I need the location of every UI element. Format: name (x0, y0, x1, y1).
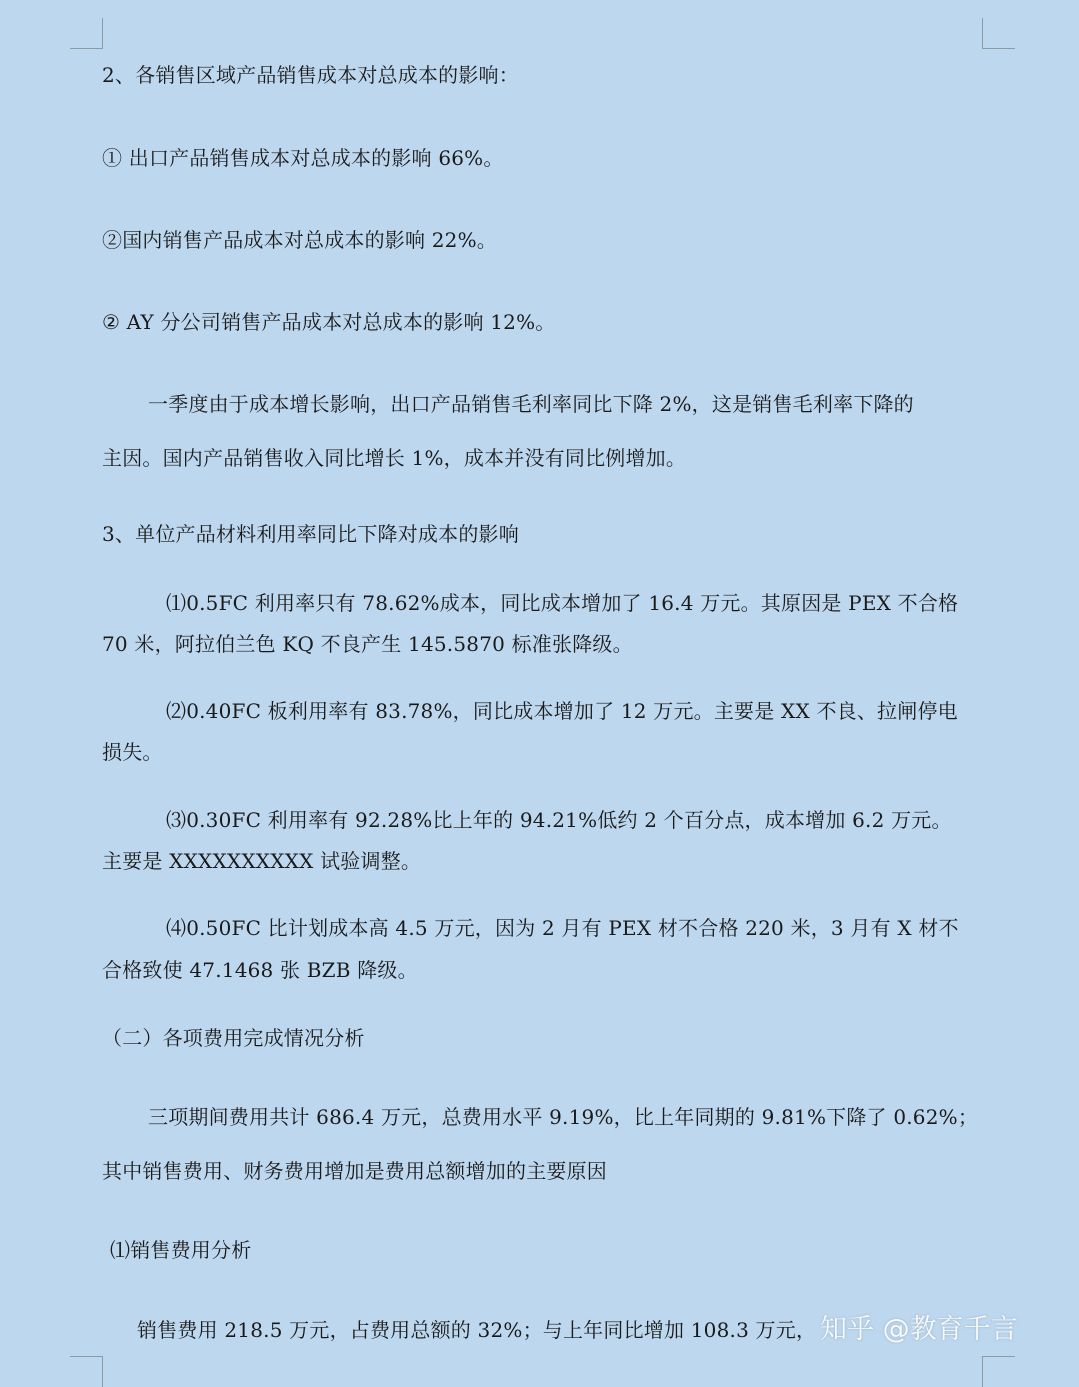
item-1-line-2: 70 米，阿拉伯兰色 KQ 不良产生 145.5870 标准张降级。 (102, 632, 633, 656)
section-heading-3: 3、单位产品材料利用率同比下降对成本的影响 (102, 522, 519, 546)
watermark: 知乎 @教育千言 (820, 1314, 1018, 1345)
paragraph-expenses-line-2: 其中销售费用、财务费用增加是费用总额增加的主要原因 (102, 1159, 607, 1183)
list-item-domestic: ②国内销售产品成本对总成本的影响 22%。 (102, 228, 498, 252)
item-4-line-1: ⑷0.50FC 比计划成本高 4.5 万元，因为 2 月有 PEX 材不合格 220 米，3 月有 X 材不 (166, 916, 959, 940)
page-corner-mark-top-right (982, 18, 1015, 49)
list-item-export: ① 出口产品销售成本对总成本的影响 66%。 (102, 146, 504, 170)
section-heading-2: 2、各销售区域产品销售成本对总成本的影响： (102, 63, 519, 87)
page-corner-mark-bottom-left (70, 1356, 103, 1387)
paragraph-sales-expense-line-1: 销售费用 218.5 万元，占费用总额的 32%；与上年同比增加 108.3 万元， (137, 1318, 817, 1342)
item-2-line-2: 损失。 (102, 740, 163, 764)
subheading-sales-expense: ⑴销售费用分析 (110, 1238, 252, 1262)
page-corner-mark-top-left (70, 18, 103, 49)
item-3-line-2: 主要是 XXXXXXXXXX 试验调整。 (102, 849, 422, 873)
paragraph-expenses-line-1: 三项期间费用共计 686.4 万元，总费用水平 9.19%，比上年同期的 9.81%下降了 0.62%； (148, 1105, 979, 1129)
paragraph-q1-line-2: 主因。国内产品销售收入同比增长 1%，成本并没有同比例增加。 (102, 446, 687, 470)
page-corner-mark-bottom-right (982, 1356, 1015, 1387)
item-3-line-1: ⑶0.30FC 利用率有 92.28%比上年的 94.21%低约 2 个百分点，成本增加 6.2 万元。 (166, 808, 952, 832)
section-heading-expenses: （二）各项费用完成情况分析 (102, 1026, 365, 1050)
list-item-ay-branch: ② AY 分公司销售产品成本对总成本的影响 12%。 (102, 310, 556, 334)
item-2-line-1: ⑵0.40FC 板利用率有 83.78%，同比成本增加了 12 万元。主要是 XX 不良、拉闸停电 (166, 699, 958, 723)
item-1-line-1: ⑴0.5FC 利用率只有 78.62%成本，同比成本增加了 16.4 万元。其原因是 PEX 不合格 (166, 591, 959, 615)
paragraph-q1-line-1: 一季度由于成本增长影响，出口产品销售毛利率同比下降 2%，这是销售毛利率下降的 (148, 392, 914, 416)
item-4-line-2: 合格致使 47.1468 张 BZB 降级。 (102, 958, 418, 982)
